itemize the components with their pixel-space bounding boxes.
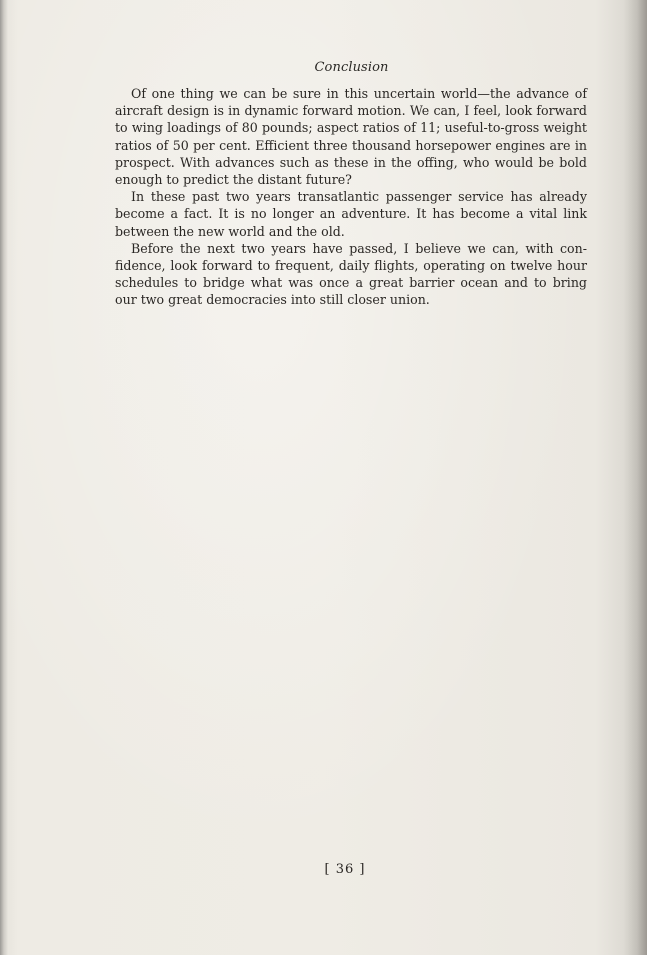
running-head: Conclusion — [314, 60, 389, 75]
body-text — [115, 85, 587, 309]
paragraph-2: In these past two years transatlantic passenger service has already become a fact. It is no longer an adventure. It has become a vital link between the new world and the old. — [115, 189, 587, 239]
paragraph-3: Before the next two years have passed, I believe we can, with confidence, look forward to frequent, daily flights, operating on twelve hour schedules to bridge what was once a great barrier ocean and to bring our two great democracies into still closer union. — [115, 240, 587, 308]
page-number: [ 36 ] — [324, 862, 366, 877]
paragraph-1: Of one thing we can be sure in this uncertain world—the advance of aircraft design is in dynamic forward motion. We can, I feel, look forward to wing loadings of 80 pounds; aspect ratios of 11; useful-to-gross weight ratios of 50 per cent. Efficient three thousand horsepower engines are in prospect. With advances such as these in the offing, who would be bold enough to predict the distant future? — [115, 86, 587, 188]
